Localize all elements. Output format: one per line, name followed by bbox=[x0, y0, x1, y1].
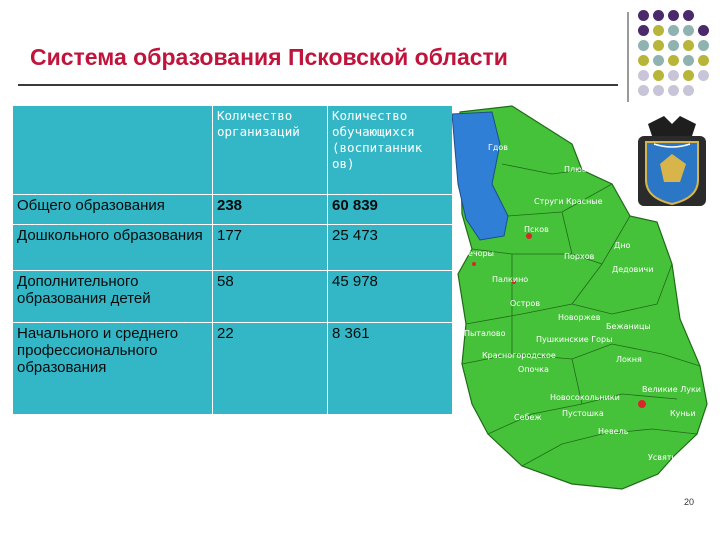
dot bbox=[638, 40, 649, 51]
page-number: 20 bbox=[684, 497, 695, 507]
table-row bbox=[13, 271, 453, 323]
table-header-cell: Количество организаций bbox=[213, 106, 328, 195]
org-count: 58 bbox=[213, 271, 328, 323]
dot bbox=[683, 40, 694, 51]
city-marker bbox=[638, 400, 646, 408]
dot bbox=[668, 25, 679, 36]
org-count: 238 bbox=[213, 195, 328, 225]
table-row bbox=[13, 195, 453, 225]
map-label: Пушкинские Горы bbox=[536, 335, 613, 344]
map-label: Пыталово bbox=[464, 329, 506, 338]
map-label: Палкино bbox=[492, 275, 529, 284]
dot bbox=[638, 70, 649, 81]
dot bbox=[698, 25, 709, 36]
dot bbox=[668, 70, 679, 81]
dot bbox=[683, 85, 694, 96]
map-label: Себеж bbox=[514, 413, 542, 422]
dot bbox=[653, 10, 664, 21]
table-header-cell bbox=[13, 106, 213, 195]
slide-title: Система образования Псковской области bbox=[30, 44, 508, 70]
dot bbox=[683, 10, 694, 21]
student-count: 60 839 bbox=[328, 195, 453, 225]
dot bbox=[683, 55, 694, 66]
city-marker bbox=[472, 262, 476, 266]
dot bbox=[638, 25, 649, 36]
coat-of-arms-icon bbox=[634, 114, 710, 210]
map-label: Плюсса bbox=[564, 165, 596, 174]
row-label: Дополнительного образования детей bbox=[13, 271, 213, 323]
dot bbox=[638, 10, 649, 21]
dot bbox=[668, 85, 679, 96]
dot bbox=[668, 10, 679, 21]
student-count: 45 978 bbox=[328, 271, 453, 323]
dot bbox=[683, 70, 694, 81]
org-count: 22 bbox=[213, 323, 328, 415]
map-label: Великие Луки bbox=[642, 385, 701, 394]
decorative-dot-grid bbox=[638, 10, 714, 102]
dot bbox=[653, 40, 664, 51]
dot bbox=[638, 85, 649, 96]
map-label: Пустошка bbox=[562, 409, 604, 418]
table-row bbox=[13, 323, 453, 415]
dot bbox=[653, 25, 664, 36]
map-label: Локня bbox=[616, 355, 642, 364]
table-header-row bbox=[13, 106, 453, 195]
map-label: Невель bbox=[598, 427, 629, 436]
dot bbox=[668, 55, 679, 66]
dot bbox=[653, 85, 664, 96]
map-label: Новосокольники bbox=[550, 393, 620, 402]
student-count: 25 473 bbox=[328, 225, 453, 271]
dot bbox=[698, 70, 709, 81]
org-count: 177 bbox=[213, 225, 328, 271]
student-count: 8 361 bbox=[328, 323, 453, 415]
map-label: Усвяты bbox=[648, 453, 678, 462]
map-label: Остров bbox=[510, 299, 541, 308]
row-label: Дошкольного образования bbox=[13, 225, 213, 271]
row-label: Начального и среднего профессионального образования bbox=[13, 323, 213, 415]
dot bbox=[653, 70, 664, 81]
map-label: Бежаницы bbox=[606, 322, 651, 331]
dot bbox=[653, 55, 664, 66]
dot bbox=[698, 40, 709, 51]
education-stats-table bbox=[12, 105, 453, 415]
row-label: Общего образования bbox=[13, 195, 213, 225]
dot bbox=[698, 55, 709, 66]
map-label: Опочка bbox=[518, 365, 549, 374]
vertical-divider bbox=[627, 12, 629, 102]
map-label: Псков bbox=[524, 225, 549, 234]
map-label: Порхов bbox=[564, 252, 595, 261]
table-row bbox=[13, 225, 453, 271]
map-label: Печоры bbox=[462, 249, 494, 258]
title-underline bbox=[18, 84, 618, 86]
dot bbox=[638, 55, 649, 66]
map-label: Струги Красные bbox=[534, 197, 603, 206]
map-label: Дедовичи bbox=[612, 265, 654, 274]
table-header-cell: Количество обучающихся (воспитанник ов) bbox=[328, 106, 453, 195]
dot bbox=[668, 40, 679, 51]
dot bbox=[683, 25, 694, 36]
map-label: Красногородское bbox=[482, 351, 556, 360]
map-label: Гдов bbox=[488, 143, 509, 152]
map-label: Новоржев bbox=[558, 313, 601, 322]
map-label: Дно bbox=[614, 241, 631, 250]
map-label: Куньи bbox=[670, 409, 696, 418]
